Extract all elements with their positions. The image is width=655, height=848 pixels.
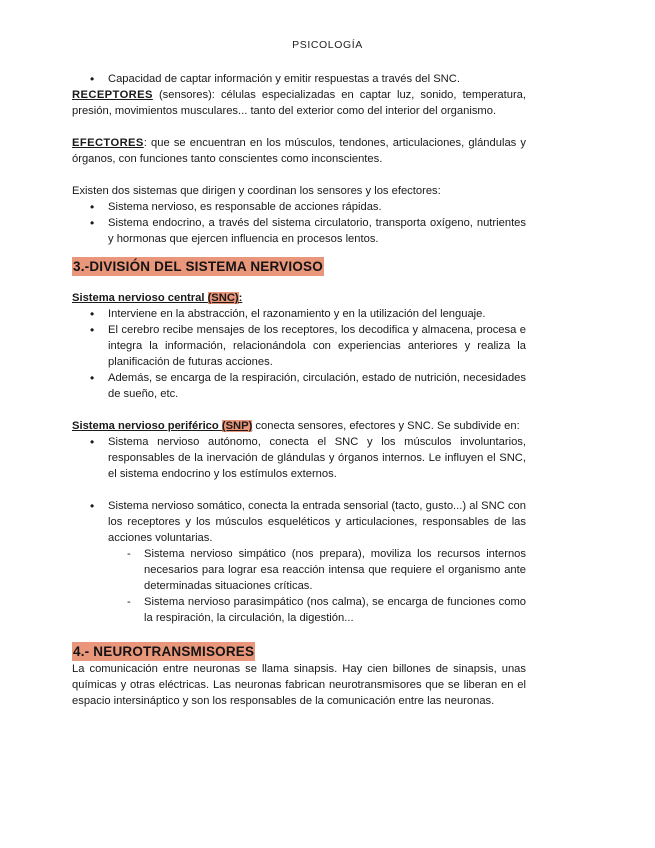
snc-abbr: (SNC) — [207, 292, 239, 304]
list-item: - Sistema nervioso parasimpático (nos calma), se encarga de funciones como la respiración, la circulación, la digestión... — [72, 594, 526, 626]
snp-label: Sistema nervioso periférico — [72, 420, 222, 432]
snp-list-autonomo — [72, 434, 526, 482]
page-header: PSICOLOGÍA — [292, 39, 363, 51]
snc-heading — [72, 290, 526, 306]
section4-title: 4.- NEUROTRANSMISORES — [73, 644, 255, 659]
efectores-paragraph — [72, 135, 526, 167]
receptores-text: (sensores): células especializadas en captar luz, sonido, temperatura, presión, movimientos musculares... tanto del exterior como del interior del organismo. — [72, 89, 526, 117]
snc-label: Sistema nervioso central — [72, 292, 208, 304]
snp-sublist — [72, 546, 526, 626]
list-item: • Sistema nervioso autónomo, conecta el SNC y los músculos involuntarios, responsables de la inervación de glándulas y órganos internos. Le influyen el SNC, el sistema endocrino y los estímulos externos. — [72, 434, 526, 482]
snp-text: conecta sensores, efectores y SNC. Se subdivide en: — [252, 420, 520, 432]
list-item: • Además, se encarga de la respiración, circulación, estado de nutrición, necesidades de sueño, etc. — [72, 370, 526, 402]
list-item: • Sistema endocrino, a través del sistema circulatorio, transporta oxígeno, nutrientes y hormonas que ejercen influencia en procesos lentos. — [72, 215, 526, 247]
list-item: • Sistema nervioso, es responsable de acciones rápidas. — [72, 199, 526, 215]
list-item: - Sistema nervioso simpático (nos prepara), moviliza los recursos internos necesarios para lograr esa reacción intensa que requiere el organismo ante determinadas situaciones críticas. — [72, 546, 526, 594]
receptores-term: RECEPTORES — [72, 89, 153, 101]
efectores-term: EFECTORES — [72, 137, 144, 149]
efectores-text: : que se encuentran en los músculos, tendones, articulaciones, glándulas y órganos, con funciones tanto conscientes como inconscientes. — [72, 137, 526, 165]
list-item: • El cerebro recibe mensajes de los receptores, los decodifica y almacena, procesa e integra la información, relacionándola con experiencias anteriores y realiza la planificación de futuras acciones. — [72, 322, 526, 370]
capacidad-list — [72, 71, 526, 87]
snp-paragraph — [72, 418, 526, 434]
section4-paragraph: La comunicación entre neuronas se llama sinapsis. Hay cien billones de sinapsis, unas químicas y otras eléctricas. Las neuronas fabrican neurotransmisores que se liberan en el espacio intersináptico y son los responsables de la comunicación entre las neuronas. — [72, 663, 526, 707]
receptores-paragraph — [72, 87, 526, 119]
document-body — [72, 71, 526, 709]
snc-list — [72, 306, 526, 402]
snc-colon: : — [238, 292, 243, 304]
list-item: • Sistema nervioso somático, conecta la entrada sensorial (tacto, gusto...) al SNC con los receptores y los músculos esqueléticos y articulaciones, responsables de las acciones voluntarias. — [72, 498, 526, 546]
list-item: • Interviene en la abstracción, el razonamiento y en la utilización del lenguaje. — [72, 306, 526, 322]
sistemas-paragraph: Existen dos sistemas que dirigen y coordinan los sensores y los efectores: — [72, 185, 441, 197]
snp-abbr: (SNP) — [221, 420, 253, 432]
section4-heading — [72, 642, 526, 661]
list-item: • Capacidad de captar información y emitir respuestas a través del SNC. — [72, 71, 526, 87]
snp-list-somatico — [72, 498, 526, 546]
section3-heading — [72, 257, 526, 276]
sistemas-list — [72, 199, 526, 247]
section3-title: 3.-DIVISIÓN DEL SISTEMA NERVIOSO — [73, 259, 323, 274]
